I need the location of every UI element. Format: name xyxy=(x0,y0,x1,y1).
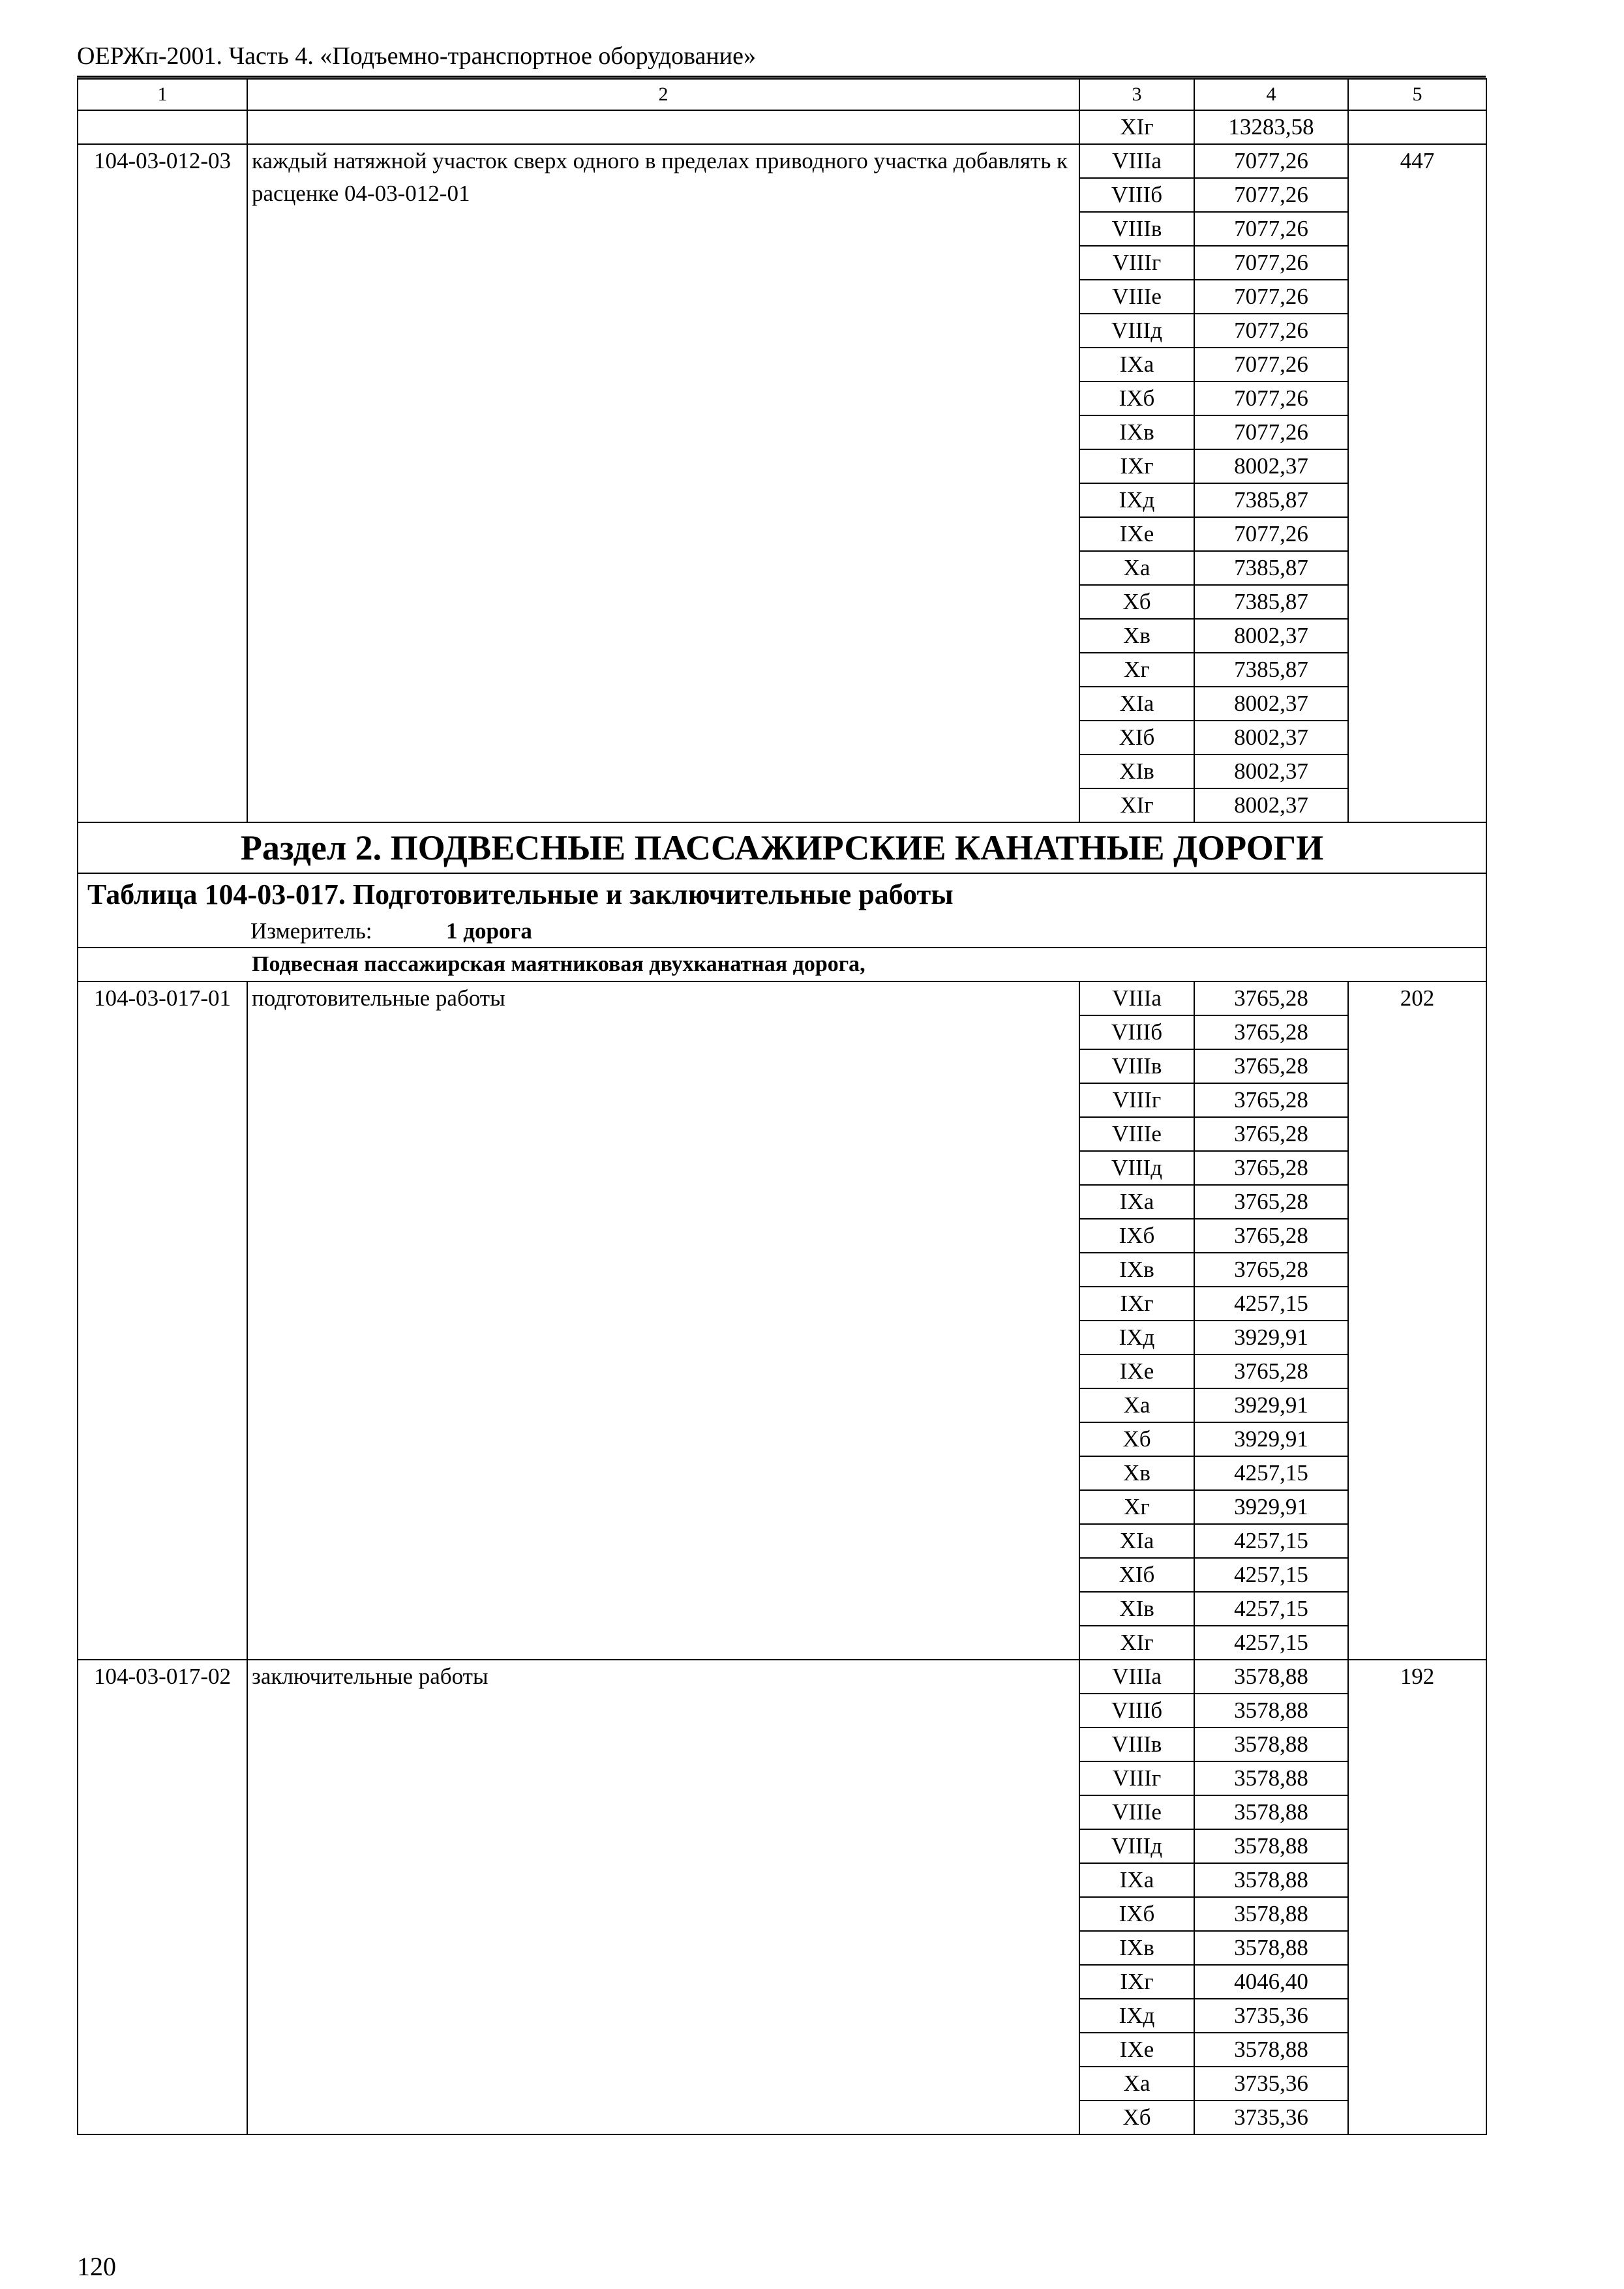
measure-label: Измеритель: xyxy=(250,918,372,944)
zone-cell: IXе xyxy=(1079,517,1194,551)
value-cell: 3929,91 xyxy=(1194,1388,1348,1422)
zone-cell: Xг xyxy=(1079,1490,1194,1524)
zone-cell: IXв xyxy=(1079,415,1194,449)
zone-cell: XIг xyxy=(1079,1626,1194,1660)
column-number: 5 xyxy=(1348,79,1486,110)
table-row xyxy=(78,1660,1486,1694)
zone-cell: IXе xyxy=(1079,2033,1194,2067)
group-title-row xyxy=(78,948,1486,981)
value-cell: 7077,26 xyxy=(1194,280,1348,314)
value-cell: 7385,87 xyxy=(1194,483,1348,517)
value-cell: 3578,88 xyxy=(1194,1863,1348,1897)
value-cell: 8002,37 xyxy=(1194,687,1348,721)
value-cell: 3578,88 xyxy=(1194,1931,1348,1965)
value-cell: 7077,26 xyxy=(1194,246,1348,280)
zone-cell: IXа xyxy=(1079,1863,1194,1897)
zone-cell: IXд xyxy=(1079,483,1194,517)
col5-cell: 192 xyxy=(1348,1660,1486,2134)
value-cell: 7385,87 xyxy=(1194,551,1348,585)
page-number: 120 xyxy=(77,2252,116,2281)
zone-cell: IXб xyxy=(1079,1219,1194,1253)
zone-cell: VIIIб xyxy=(1079,1015,1194,1049)
code-cell: 104-03-017-02 xyxy=(78,1660,247,2134)
zone-cell: Xа xyxy=(1079,1388,1194,1422)
value-cell: 3578,88 xyxy=(1194,1728,1348,1761)
value-cell: 3929,91 xyxy=(1194,1321,1348,1354)
zone-cell: IXг xyxy=(1079,1287,1194,1321)
value-cell: 13283,58 xyxy=(1194,110,1348,144)
description-cell: подготовительные работы xyxy=(247,981,1079,1660)
measure-cell xyxy=(78,916,1486,948)
value-cell: 3765,28 xyxy=(1194,981,1348,1015)
value-cell: 3765,28 xyxy=(1194,1354,1348,1388)
group-title: Подвесная пассажирская маятниковая двухканатная дорога, xyxy=(78,948,1486,981)
measure-row xyxy=(78,916,1486,948)
header-rule xyxy=(77,76,1486,78)
zone-cell: XIб xyxy=(1079,721,1194,755)
value-cell: 3735,36 xyxy=(1194,2067,1348,2101)
description-cell xyxy=(247,110,1079,144)
value-cell: 4046,40 xyxy=(1194,1965,1348,1999)
column-number: 2 xyxy=(247,79,1079,110)
zone-cell: VIIIб xyxy=(1079,178,1194,212)
value-cell: 4257,15 xyxy=(1194,1626,1348,1660)
table-title-row xyxy=(78,873,1486,916)
zone-cell: IXа xyxy=(1079,1185,1194,1219)
value-cell: 3578,88 xyxy=(1194,1897,1348,1931)
zone-cell: VIIIд xyxy=(1079,1829,1194,1863)
zone-cell: XIг xyxy=(1079,788,1194,822)
code-cell xyxy=(78,110,247,144)
zone-cell: XIв xyxy=(1079,755,1194,788)
page-header: ОЕРЖп-2001. Часть 4. «Подъемно-транспортное оборудование» xyxy=(77,42,756,70)
zone-cell: VIIIв xyxy=(1079,1728,1194,1761)
table-row xyxy=(78,981,1486,1015)
value-cell: 7385,87 xyxy=(1194,653,1348,687)
column-number: 3 xyxy=(1079,79,1194,110)
value-cell: 7077,26 xyxy=(1194,212,1348,246)
zone-cell: IXг xyxy=(1079,449,1194,483)
value-cell: 4257,15 xyxy=(1194,1456,1348,1490)
value-cell: 3578,88 xyxy=(1194,1660,1348,1694)
zone-cell: Xв xyxy=(1079,1456,1194,1490)
value-cell: 3578,88 xyxy=(1194,1761,1348,1795)
zone-cell: VIIIб xyxy=(1079,1694,1194,1728)
value-cell: 3765,28 xyxy=(1194,1083,1348,1117)
measure-value: 1 дорога xyxy=(446,918,532,944)
zone-cell: IXв xyxy=(1079,1253,1194,1287)
value-cell: 3765,28 xyxy=(1194,1185,1348,1219)
col5-cell xyxy=(1348,110,1486,144)
zone-cell: VIIIг xyxy=(1079,246,1194,280)
zone-cell: VIIIа xyxy=(1079,144,1194,178)
section-title: Раздел 2. ПОДВЕСНЫЕ ПАССАЖИРСКИЕ КАНАТНЫЕ ДОРОГИ xyxy=(78,822,1486,873)
zone-cell: Xб xyxy=(1079,585,1194,619)
value-cell: 8002,37 xyxy=(1194,449,1348,483)
value-cell: 3765,28 xyxy=(1194,1253,1348,1287)
rates-table xyxy=(77,78,1487,2135)
value-cell: 3765,28 xyxy=(1194,1049,1348,1083)
zone-cell: IXб xyxy=(1079,382,1194,415)
value-cell: 4257,15 xyxy=(1194,1524,1348,1558)
value-cell: 8002,37 xyxy=(1194,788,1348,822)
value-cell: 8002,37 xyxy=(1194,721,1348,755)
value-cell: 7077,26 xyxy=(1194,314,1348,348)
value-cell: 3578,88 xyxy=(1194,2033,1348,2067)
description-cell: заключительные работы xyxy=(247,1660,1079,2134)
column-numbers-row xyxy=(78,79,1486,110)
continuation-row xyxy=(78,110,1486,144)
zone-cell: VIIIе xyxy=(1079,280,1194,314)
value-cell: 7077,26 xyxy=(1194,144,1348,178)
value-cell: 7077,26 xyxy=(1194,415,1348,449)
zone-cell: XIа xyxy=(1079,1524,1194,1558)
value-cell: 3735,36 xyxy=(1194,1999,1348,2033)
zone-cell: Xб xyxy=(1079,2101,1194,2134)
zone-cell: VIIIд xyxy=(1079,314,1194,348)
column-number: 4 xyxy=(1194,79,1348,110)
zone-cell: VIIIа xyxy=(1079,981,1194,1015)
zone-cell: IXв xyxy=(1079,1931,1194,1965)
zone-cell: IXа xyxy=(1079,348,1194,382)
zone-cell: Xг xyxy=(1079,653,1194,687)
value-cell: 4257,15 xyxy=(1194,1287,1348,1321)
zone-cell: IXг xyxy=(1079,1965,1194,1999)
zone-cell: XIб xyxy=(1079,1558,1194,1592)
value-cell: 3765,28 xyxy=(1194,1015,1348,1049)
value-cell: 7077,26 xyxy=(1194,348,1348,382)
zone-cell: VIIIг xyxy=(1079,1083,1194,1117)
value-cell: 3765,28 xyxy=(1194,1219,1348,1253)
zone-cell: VIIIд xyxy=(1079,1151,1194,1185)
zone-cell: VIIIе xyxy=(1079,1795,1194,1829)
zone-cell: VIIIа xyxy=(1079,1660,1194,1694)
zone-cell: Xв xyxy=(1079,619,1194,653)
value-cell: 8002,37 xyxy=(1194,755,1348,788)
value-cell: 3765,28 xyxy=(1194,1117,1348,1151)
value-cell: 3735,36 xyxy=(1194,2101,1348,2134)
value-cell: 4257,15 xyxy=(1194,1558,1348,1592)
value-cell: 3929,91 xyxy=(1194,1422,1348,1456)
zone-cell: IXд xyxy=(1079,1321,1194,1354)
zone-cell: IXд xyxy=(1079,1999,1194,2033)
zone-cell: VIIIв xyxy=(1079,1049,1194,1083)
value-cell: 8002,37 xyxy=(1194,619,1348,653)
zone-cell: IXб xyxy=(1079,1897,1194,1931)
table-row xyxy=(78,144,1486,178)
zone-cell: IXе xyxy=(1079,1354,1194,1388)
value-cell: 7385,87 xyxy=(1194,585,1348,619)
zone-cell: VIIIв xyxy=(1079,212,1194,246)
table-title: Таблица 104-03-017. Подготовительные и заключительные работы xyxy=(78,873,1486,916)
column-number: 1 xyxy=(78,79,247,110)
zone-cell: VIIIе xyxy=(1079,1117,1194,1151)
value-cell: 7077,26 xyxy=(1194,517,1348,551)
zone-cell: XIа xyxy=(1079,687,1194,721)
col5-cell: 202 xyxy=(1348,981,1486,1660)
zone-cell: VIIIг xyxy=(1079,1761,1194,1795)
zone-cell: Xб xyxy=(1079,1422,1194,1456)
col5-cell: 447 xyxy=(1348,144,1486,822)
value-cell: 3765,28 xyxy=(1194,1151,1348,1185)
value-cell: 7077,26 xyxy=(1194,178,1348,212)
value-cell: 3578,88 xyxy=(1194,1829,1348,1863)
description-cell: каждый натяжной участок сверх одного в пределах приводного участка добавлять к расценке 04-03-012-01 xyxy=(247,144,1079,822)
zone-cell: Xа xyxy=(1079,551,1194,585)
zone-cell: XIв xyxy=(1079,1592,1194,1626)
zone-cell: Xа xyxy=(1079,2067,1194,2101)
zone-cell: XIг xyxy=(1079,110,1194,144)
value-cell: 3578,88 xyxy=(1194,1694,1348,1728)
value-cell: 4257,15 xyxy=(1194,1592,1348,1626)
value-cell: 7077,26 xyxy=(1194,382,1348,415)
value-cell: 3578,88 xyxy=(1194,1795,1348,1829)
value-cell: 3929,91 xyxy=(1194,1490,1348,1524)
code-cell: 104-03-017-01 xyxy=(78,981,247,1660)
code-cell: 104-03-012-03 xyxy=(78,144,247,822)
section-title-row xyxy=(78,822,1486,873)
